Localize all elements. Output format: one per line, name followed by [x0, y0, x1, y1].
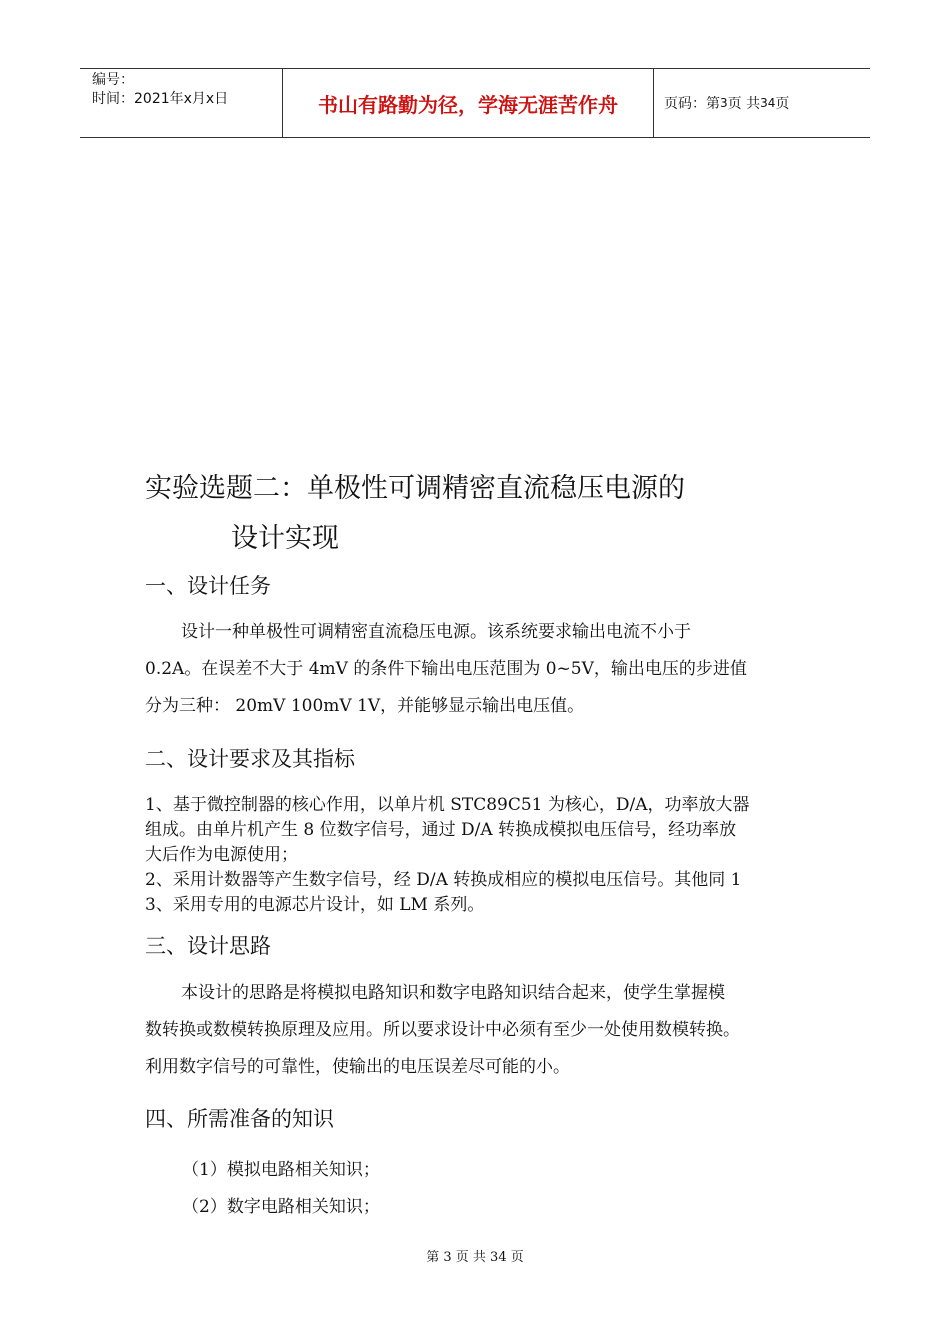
s2-line2: 组成。由单片机产生 8 位数字信号，通过 D/A 转换成模拟电压信号，经功率放 — [145, 820, 737, 840]
section-1-paragraph — [145, 614, 825, 725]
s3-line2: 数转换或数模转换原理及应用。所以要求设计中必须有至少一处使用数模转换。 — [145, 1020, 740, 1040]
number-label: 编号： — [92, 72, 134, 88]
page-total: 34 — [760, 96, 776, 110]
s3-line1: 本设计的思路是将模拟电路知识和数字电路知识结合起来，使学生掌握模 — [181, 983, 725, 1003]
section-3-heading: 三、设计思路 — [145, 934, 271, 958]
page-prefix: 页码：第 — [664, 96, 720, 112]
s2-line5: 3、采用专用的电源芯片设计，如 LM 系列。 — [145, 895, 485, 915]
section-3-paragraph — [145, 975, 825, 1086]
s2-line3: 大后作为电源使用； — [145, 845, 298, 865]
header-info — [80, 69, 282, 137]
page-suffix: 页 — [775, 96, 790, 112]
doc-title-line2: 设计实现 — [231, 523, 339, 554]
section-2-heading: 二、设计要求及其指标 — [145, 747, 355, 771]
s1-line1: 设计一种单极性可调精密直流稳压电源。该系统要求输出电流不小于 — [181, 622, 691, 642]
page-mid: 页 共 — [727, 96, 761, 112]
s2-line1: 1、基于微控制器的核心作用，以单片机 STC89C51 为核心，D/A，功率放大器 — [145, 795, 750, 815]
page-footer: 第 3 页 共 34 页 — [426, 1250, 524, 1265]
header-page-info — [654, 69, 870, 137]
s3-line3: 利用数字信号的可靠性，使输出的电压误差尽可能的小。 — [145, 1057, 570, 1077]
section-2-list — [145, 793, 825, 918]
s1-line3: 分为三种： 20mV 100mV 1V，并能够显示输出电压值。 — [145, 696, 585, 716]
doc-title-line1: 实验选题二：单极性可调精密直流稳压电源的 — [145, 473, 685, 504]
s4-item2: （2）数字电路相关知识； — [182, 1197, 380, 1217]
s2-line4: 2、采用计数器等产生数字信号，经 D/A 转换成相应的模拟电压信号。其他同 1 — [145, 870, 742, 890]
section-1-heading: 一、设计任务 — [145, 574, 271, 598]
s1-line2: 0.2A。在误差不大于 4mV 的条件下输出电压范围为 0~5V，输出电压的步进值 — [145, 659, 747, 679]
page-number: 3 — [720, 96, 728, 110]
section-4-heading: 四、所需准备的知识 — [145, 1107, 334, 1131]
header-motto: 书山有路勤为径，学海无涯苦作舟 — [282, 69, 654, 137]
page-header — [80, 68, 870, 138]
s4-item1: （1）模拟电路相关知识； — [182, 1160, 380, 1180]
time-label: 时间：2021年x月x日 — [92, 91, 229, 107]
